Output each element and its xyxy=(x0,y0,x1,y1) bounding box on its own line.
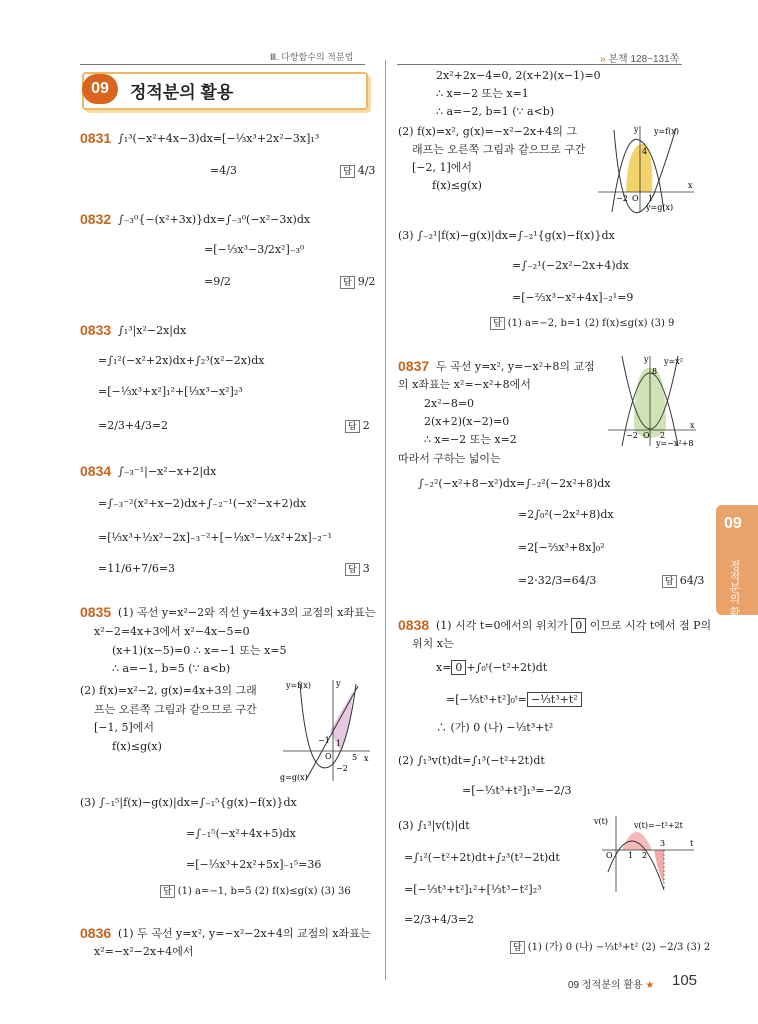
f-label: y=f(x) xyxy=(654,127,679,136)
boxed-blank: 0 xyxy=(451,660,466,675)
solution-line: =[−⅔x³−x²+4x]₋₂¹=9 xyxy=(512,291,634,304)
area-shading-above xyxy=(622,832,652,850)
solution-line: ∫₁³|x²−2x|dx xyxy=(118,324,187,337)
text-part: (1) 시각 t=0에서의 위치가 xyxy=(436,619,568,632)
x-axis-label: x xyxy=(364,754,369,763)
solution-line xyxy=(436,618,711,633)
text-part: 이므로 시각 t에서 점 P의 xyxy=(589,619,712,632)
v-axis-label: v(t) xyxy=(594,817,608,826)
solution-line: =11/6+7/6=3 xyxy=(98,562,176,575)
solution-line: 두 곡선 y=x², y=−x²+8의 교점 xyxy=(436,360,595,373)
y-axis-label: y xyxy=(644,355,649,364)
problem-number: 0832 xyxy=(80,211,112,227)
solution-line: (x+1)(x−5)=0 ∴ x=−1 또는 x=5 xyxy=(112,644,287,657)
answer-mark-icon: 답 xyxy=(510,941,525,954)
answer-value: 4/3 xyxy=(357,164,376,177)
footer-chapter xyxy=(568,976,654,991)
problem-number: 0837 xyxy=(398,358,430,374)
section-label: Ⅲ. 다항함수의 적분법 xyxy=(270,52,354,62)
answer-value: 64/3 xyxy=(679,574,705,587)
tick-label: 1 xyxy=(628,851,634,860)
solution-line: ∫₋₃⁻¹|−x²−x+2|dx xyxy=(118,465,217,478)
function-label: v(t)=−t²+2t xyxy=(634,821,683,830)
solution-line: (3) ∫₋₁⁵|f(x)−g(x)|dx=∫₋₁⁵{g(x)−f(x)}dx xyxy=(80,796,297,809)
tick-label: 3 xyxy=(660,839,666,848)
footer-chapter-text: 09 정적분의 활용 xyxy=(568,980,643,991)
g-label: g=g(x) xyxy=(280,773,308,782)
origin-label: O xyxy=(632,194,639,203)
solution-line: f(x)≤g(x) xyxy=(432,179,482,192)
solution-line: (2) f(x)=x², g(x)=−x²−2x+4의 그 xyxy=(398,125,578,138)
solution-line: =4/3 xyxy=(210,164,237,177)
problem-number: 0836 xyxy=(80,925,112,941)
text-part: +∫₀ᵗ(−t²+2t)dt xyxy=(466,661,548,674)
solution-line: 프는 오른쪽 그림과 같으므로 구간 xyxy=(94,703,257,716)
answer xyxy=(345,561,370,576)
page-number: 105 xyxy=(672,972,698,989)
tick-label: 4 xyxy=(642,147,648,156)
solution-line: =2/3+4/3=2 xyxy=(404,913,475,926)
problem-number: 0833 xyxy=(80,322,112,338)
answer xyxy=(662,573,704,588)
answer-value: (1) a=−1, b=5 (2) f(x)≤g(x) (3) 36 xyxy=(177,886,351,897)
star-icon: ★ xyxy=(645,980,655,991)
arrow-icon: » xyxy=(600,54,606,65)
solution-line xyxy=(436,660,547,675)
column-divider xyxy=(385,60,386,980)
answer-mark-icon: 답 xyxy=(662,575,677,588)
answer-value: (1) (가) 0 (나) −⅓t³+t² (2) −2/3 (3) 2 xyxy=(527,942,711,953)
solution-line: =∫₋₁⁵(−x²+4x+5)dx xyxy=(186,827,296,840)
problem-number: 0835 xyxy=(80,604,112,620)
solution-line: =2/3+4/3=2 xyxy=(98,419,169,432)
solution-line: f(x)≤g(x) xyxy=(112,740,162,753)
f-label: y=x² xyxy=(664,357,683,366)
tick-label: −2 xyxy=(336,764,348,773)
solution-line: =∫₋₂¹(−2x²−2x+4)dx xyxy=(512,259,629,272)
solution-line: =∫₁²(−t²+2t)dt+∫₂³(t²−2t)dt xyxy=(404,851,560,864)
answer-value: 2 xyxy=(362,419,370,432)
answer xyxy=(510,940,710,955)
g-label: y=−x²+8 xyxy=(656,439,694,448)
graph-0835 xyxy=(278,676,374,784)
answer xyxy=(340,274,375,289)
tick-label: −2 xyxy=(626,431,638,440)
answer-mark-icon: 답 xyxy=(490,317,505,330)
solution-line: ∴ a=−2, b=1 (∵ a<b) xyxy=(436,105,555,118)
solution-line: =[−⅓t³+t²]₁³=−2/3 xyxy=(462,784,572,797)
x-axis-label: x xyxy=(690,421,695,430)
tick-label: 2 xyxy=(660,431,666,440)
solution-line: ∫₋₂²(−x²+8−x²)dx=∫₋₂²(−2x²+8)dx xyxy=(418,477,611,490)
solution-line: 2x²+2x−4=0, 2(x+2)(x−1)=0 xyxy=(436,69,601,82)
solution-line: =2·32/3=64/3 xyxy=(518,574,597,587)
graph-0838 xyxy=(594,812,698,896)
solution-line xyxy=(446,692,582,707)
boxed-blank: −⅓t³+t² xyxy=(527,692,582,707)
solution-line: ∴ (가) 0 (나) −⅓t³+t² xyxy=(436,721,554,734)
solution-line: ∴ a=−1, b=5 (∵ a<b) xyxy=(112,662,231,675)
tick-label: 1 xyxy=(648,194,654,203)
side-tab-label: 정적분의 활용 xyxy=(728,560,740,630)
area-shading xyxy=(626,144,652,192)
solution-line: (2) ∫₁³v(t)dt=∫₁³(−t²+2t)dt xyxy=(398,754,545,767)
solution-line: 따라서 구하는 넓이는 xyxy=(398,452,501,465)
page-reference-text: 본책 128~131쪽 xyxy=(608,54,680,65)
f-label: y=f(x) xyxy=(286,681,311,690)
solution-line: ∫₁³(−x²+4x−3)dx=[−⅓x³+2x²−3x]₁³ xyxy=(118,132,320,145)
solution-line: [−1, 5]에서 xyxy=(94,721,155,734)
t-axis-label: t xyxy=(690,839,694,848)
origin-label: O xyxy=(643,431,650,440)
solution-line: =[−⅓x³+x²]₁²+[⅓x³−x²]₂³ xyxy=(98,385,243,398)
solution-line: (1) 두 곡선 y=x², y=−x²−2x+4의 교점의 x좌표는 xyxy=(118,927,371,940)
answer-value: 9/2 xyxy=(357,275,376,288)
origin-label: O xyxy=(606,851,613,860)
solution-line: =∫₁²(−x²+2x)dx+∫₂³(x²−2x)dx xyxy=(98,354,265,367)
problem-number: 0838 xyxy=(398,617,430,633)
origin-label: O xyxy=(325,752,332,761)
answer-mark-icon: 답 xyxy=(345,420,360,433)
solution-line: (1) 곡선 y=x²−2와 직선 y=4x+3의 교점의 x좌표는 xyxy=(118,606,376,619)
answer xyxy=(490,316,674,331)
solution-line: =2∫₀²(−2x²+8)dx xyxy=(518,508,614,521)
problem-number: 0831 xyxy=(80,130,112,146)
solution-line: 2x²−8=0 xyxy=(424,397,475,410)
boxed-blank: 0 xyxy=(571,618,586,633)
chapter-number-badge: 09 xyxy=(82,74,118,104)
solution-line: =[−⅓t³+t²]₁²+[⅓t³−t²]₂³ xyxy=(404,883,542,896)
solution-line: ∫₋₃⁰{−(x²+3x)}dx=∫₋₃⁰(−x²−3x)dx xyxy=(118,213,311,226)
answer-mark-icon: 답 xyxy=(340,276,355,289)
solution-line: =∫₋₃⁻²(x²+x−2)dx+∫₋₂⁻¹(−x²−x+2)dx xyxy=(98,497,307,510)
solution-line: 위치 x는 xyxy=(412,637,454,650)
line-g xyxy=(306,686,358,780)
tick-label: −1 xyxy=(318,736,330,745)
graph-0837 xyxy=(604,352,700,448)
tick-label: 2 xyxy=(642,851,648,860)
answer xyxy=(160,884,351,899)
tick-label: 8 xyxy=(652,367,658,376)
y-axis-label: y xyxy=(336,679,341,688)
solution-line: x²−2=4x+3에서 x²−4x−5=0 xyxy=(94,625,250,638)
answer-mark-icon: 답 xyxy=(160,885,175,898)
answer-value: (1) a=−2, b=1 (2) f(x)≤g(x) (3) 9 xyxy=(507,318,675,329)
x-axis-label: x xyxy=(688,181,693,190)
solution-line: =9/2 xyxy=(204,275,231,288)
solution-line: (3) ∫₁³|v(t)|dt xyxy=(398,819,470,832)
y-axis-label: y xyxy=(634,125,639,134)
solution-line: (3) ∫₋₂¹|f(x)−g(x)|dx=∫₋₂¹{g(x)−f(x)}dx xyxy=(398,229,615,242)
solution-line: (2) f(x)=x²−2, g(x)=4x+3의 그래 xyxy=(80,684,257,697)
solution-line: 2(x+2)(x−2)=0 xyxy=(424,415,510,428)
chapter-title: 정적분의 활용 xyxy=(130,83,234,102)
solution-line: =[−⅓x³+2x²+5x]₋₁⁵=36 xyxy=(186,858,322,871)
tick-label: −2 xyxy=(616,194,628,203)
solution-line: 의 x좌표는 x²=−x²+8에서 xyxy=(398,378,531,391)
text-part: x= xyxy=(436,661,452,674)
tick-label: 5 xyxy=(352,753,358,762)
solution-line: =[−⅓x³−3/2x²]₋₃⁰ xyxy=(204,243,305,256)
graph-0836 xyxy=(594,122,698,214)
solution-line: x²=−x²−2x+4에서 xyxy=(94,945,194,958)
solution-line: ∴ x=−2 또는 x=1 xyxy=(436,87,529,100)
solution-line: =2[−⅔x³+8x]₀² xyxy=(518,541,605,554)
problem-number: 0834 xyxy=(80,463,112,479)
side-tab-number: 09 xyxy=(724,515,742,532)
page-reference xyxy=(600,50,679,65)
text-part: =[−⅓t³+t²]₀ᵗ= xyxy=(446,693,527,706)
header-rule-left xyxy=(80,64,365,65)
answer-value: 3 xyxy=(362,562,370,575)
solution-line: 래프는 오른쪽 그림과 같으므로 구간 xyxy=(412,143,586,156)
g-label: y=g(x) xyxy=(646,203,674,212)
answer-mark-icon: 답 xyxy=(340,165,355,178)
answer-mark-icon: 답 xyxy=(345,563,360,576)
solution-line: [−2, 1]에서 xyxy=(412,161,473,174)
answer xyxy=(340,163,375,178)
solution-line: ∴ x=−2 또는 x=2 xyxy=(424,433,517,446)
tick-label: 1 xyxy=(336,739,342,748)
solution-line: =[⅓x³+½x²−2x]₋₃⁻²+[−⅓x³−½x²+2x]₋₂⁻¹ xyxy=(98,531,333,544)
answer xyxy=(345,418,370,433)
